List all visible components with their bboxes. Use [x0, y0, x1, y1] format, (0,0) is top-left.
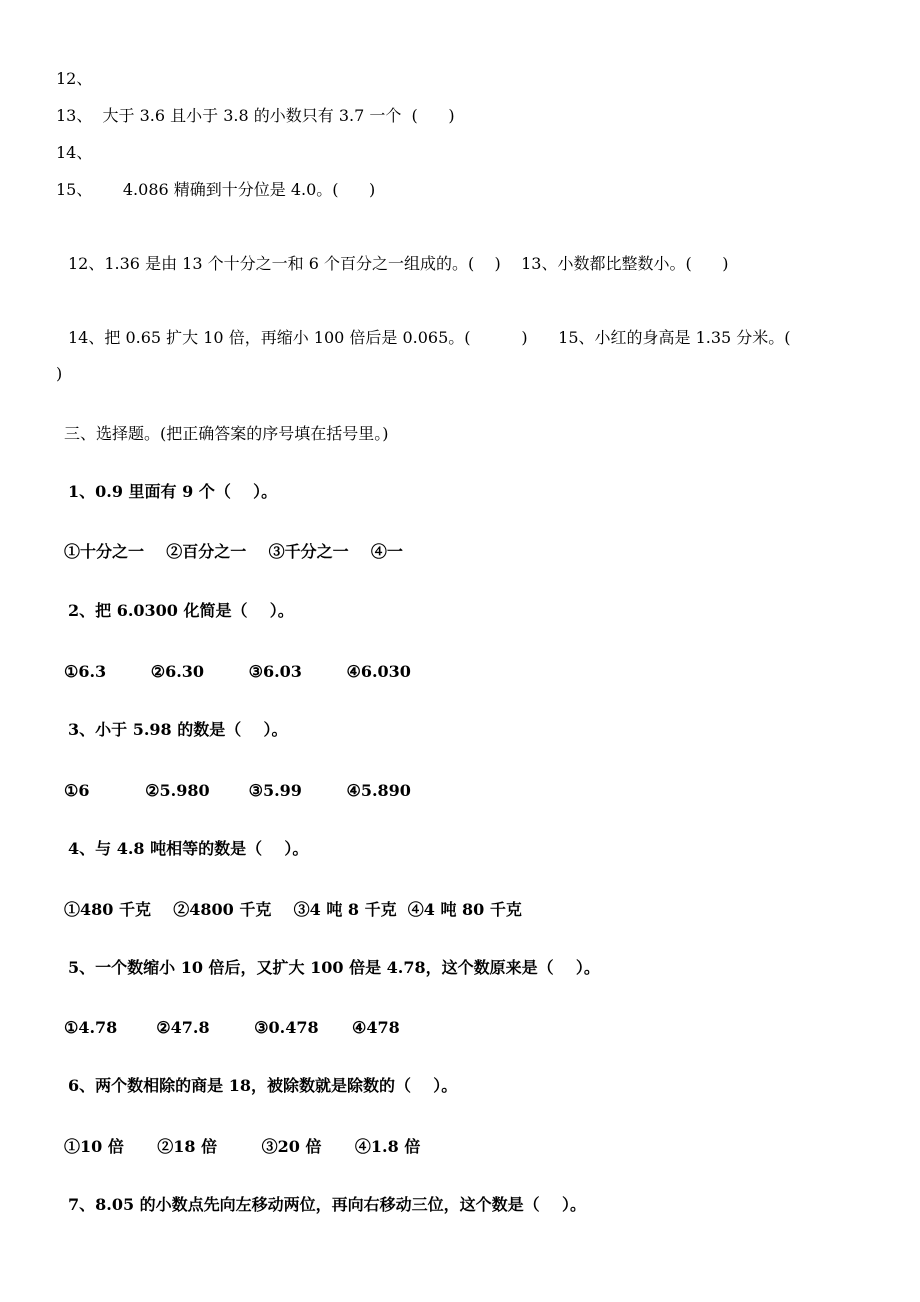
- section-3-title: 三、选择题。(把正确答案的序号填在括号里。): [64, 424, 389, 443]
- question-1: 1、0.9 里面有 9 个（ ）。: [68, 482, 278, 501]
- question-3: 3、小于 5.98 的数是（ ）。: [68, 720, 288, 739]
- question-4: 4、与 4.8 吨相等的数是（ ）。: [68, 839, 309, 858]
- question-5: 5、一个数缩小 10 倍后，又扩大 100 倍是 4.78，这个数原来是（ ）。: [68, 958, 600, 977]
- question-4-options: ①480 千克 ②4800 千克 ③4 吨 8 千克 ④4 吨 80 千克: [64, 900, 522, 919]
- item-12-top: 12、: [56, 69, 93, 88]
- question-7: 7、8.05 的小数点先向左移动两位，再向右移动三位，这个数是（ ）。: [68, 1195, 586, 1214]
- question-1-options: ①十分之一 ②百分之一 ③千分之一 ④一: [64, 542, 403, 561]
- question-6: 6、两个数相除的商是 18，被除数就是除数的（ ）。: [68, 1076, 458, 1095]
- question-6-options: ①10 倍 ②18 倍 ③20 倍 ④1.8 倍: [64, 1137, 421, 1156]
- question-2-options: ①6.3 ②6.30 ③6.03 ④6.030: [64, 662, 411, 681]
- item-14-top: 14、: [56, 143, 93, 162]
- true-false-row-2-continuation: ): [56, 364, 63, 383]
- item-15-top: 15、 4.086 精确到十分位是 4.0。( ): [56, 180, 376, 199]
- question-5-options: ①4.78 ②47.8 ③0.478 ④478: [64, 1018, 400, 1037]
- true-false-row-2: 14、把 0.65 扩大 10 倍，再缩小 100 倍后是 0.065。( ) 15、小红的身高是 1.35 分米。(: [68, 328, 791, 347]
- true-false-row-1: 12、1.36 是由 13 个十分之一和 6 个百分之一组成的。( ) 13、小数都比整数小。( ): [68, 254, 729, 273]
- item-13-top: 13、 大于 3.6 且小于 3.8 的小数只有 3.7 一个 ( ): [56, 106, 455, 125]
- question-2: 2、把 6.0300 化简是（ ）。: [68, 601, 294, 620]
- question-3-options: ①6 ②5.980 ③5.99 ④5.890: [64, 781, 411, 800]
